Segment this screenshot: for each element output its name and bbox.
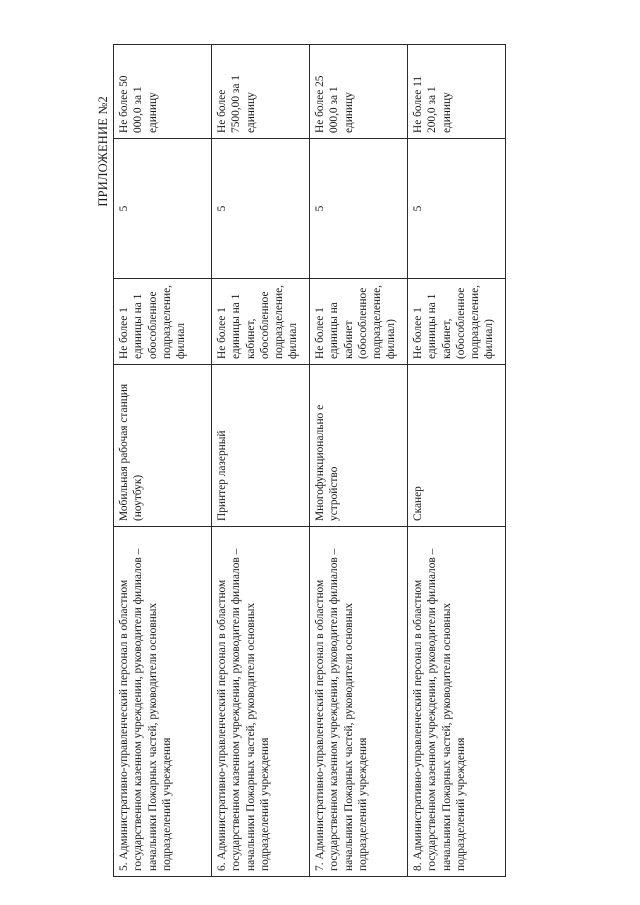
price-cell: Не более 7500,00 за 1 единицу: [212, 45, 310, 139]
price-cell: Не более 25 000,0 за 1 единицу: [310, 45, 408, 139]
equipment-norms-table: [113, 44, 506, 877]
norm-cell: Не более 1 единицы на 1 обособленное подразделение, филиал: [114, 279, 212, 365]
service-life-cell: 5: [408, 139, 506, 279]
service-life-cell: 5: [114, 139, 212, 279]
equipment-cell: Многофункционально е устройство: [310, 365, 408, 527]
equipment-cell: Мобильная рабочая станция (ноутбук): [114, 365, 212, 527]
table-row: [408, 45, 506, 877]
position-cell: 7. Административно-управленческий персонал в областном государственном казенном учреждении, руководители филиалов – начальники Пожарных частей, руководители основных подразделений учреждения: [310, 527, 408, 877]
norm-cell: Не более 1 единицы на кабинет (обособленное подразделение, филиал): [310, 279, 408, 365]
norm-cell: Не более 1 единицы на 1 кабинет, (обособленное подразделение, филиал): [408, 279, 506, 365]
table-row: [310, 45, 408, 877]
position-cell: 6. Административно-управленческий персонал в областном государственном казенном учреждении, руководители филиалов – начальники Пожарных частей, руководители основных подразделений учреждения: [212, 527, 310, 877]
service-life-cell: 5: [212, 139, 310, 279]
norm-cell: Не более 1 единицы на 1 кабинет, обособленное подразделение, филиал: [212, 279, 310, 365]
price-cell: Не более 50 000,0 за 1 единицу: [114, 45, 212, 139]
price-cell: Не более 11 200,0 за 1 единицу: [408, 45, 506, 139]
service-life-cell: 5: [310, 139, 408, 279]
table-row: [114, 45, 212, 877]
equipment-cell: Принтер лазерный: [212, 365, 310, 527]
appendix-heading: ПРИЛОЖЕНИЕ №2: [96, 96, 110, 207]
equipment-cell: Сканер: [408, 365, 506, 527]
position-cell: 8. Административно-управленческий персонал в областном государственном казенном учреждении, руководители филиалов – начальники Пожарных частей, руководители основных подразделений учреждения: [408, 527, 506, 877]
table-row: [212, 45, 310, 877]
position-cell: 5. Административно-управленческий персонал в областном государственном казенном учреждении, руководители филиалов – начальники Пожарных частей, руководители основных подразделений учреждения: [114, 527, 212, 877]
